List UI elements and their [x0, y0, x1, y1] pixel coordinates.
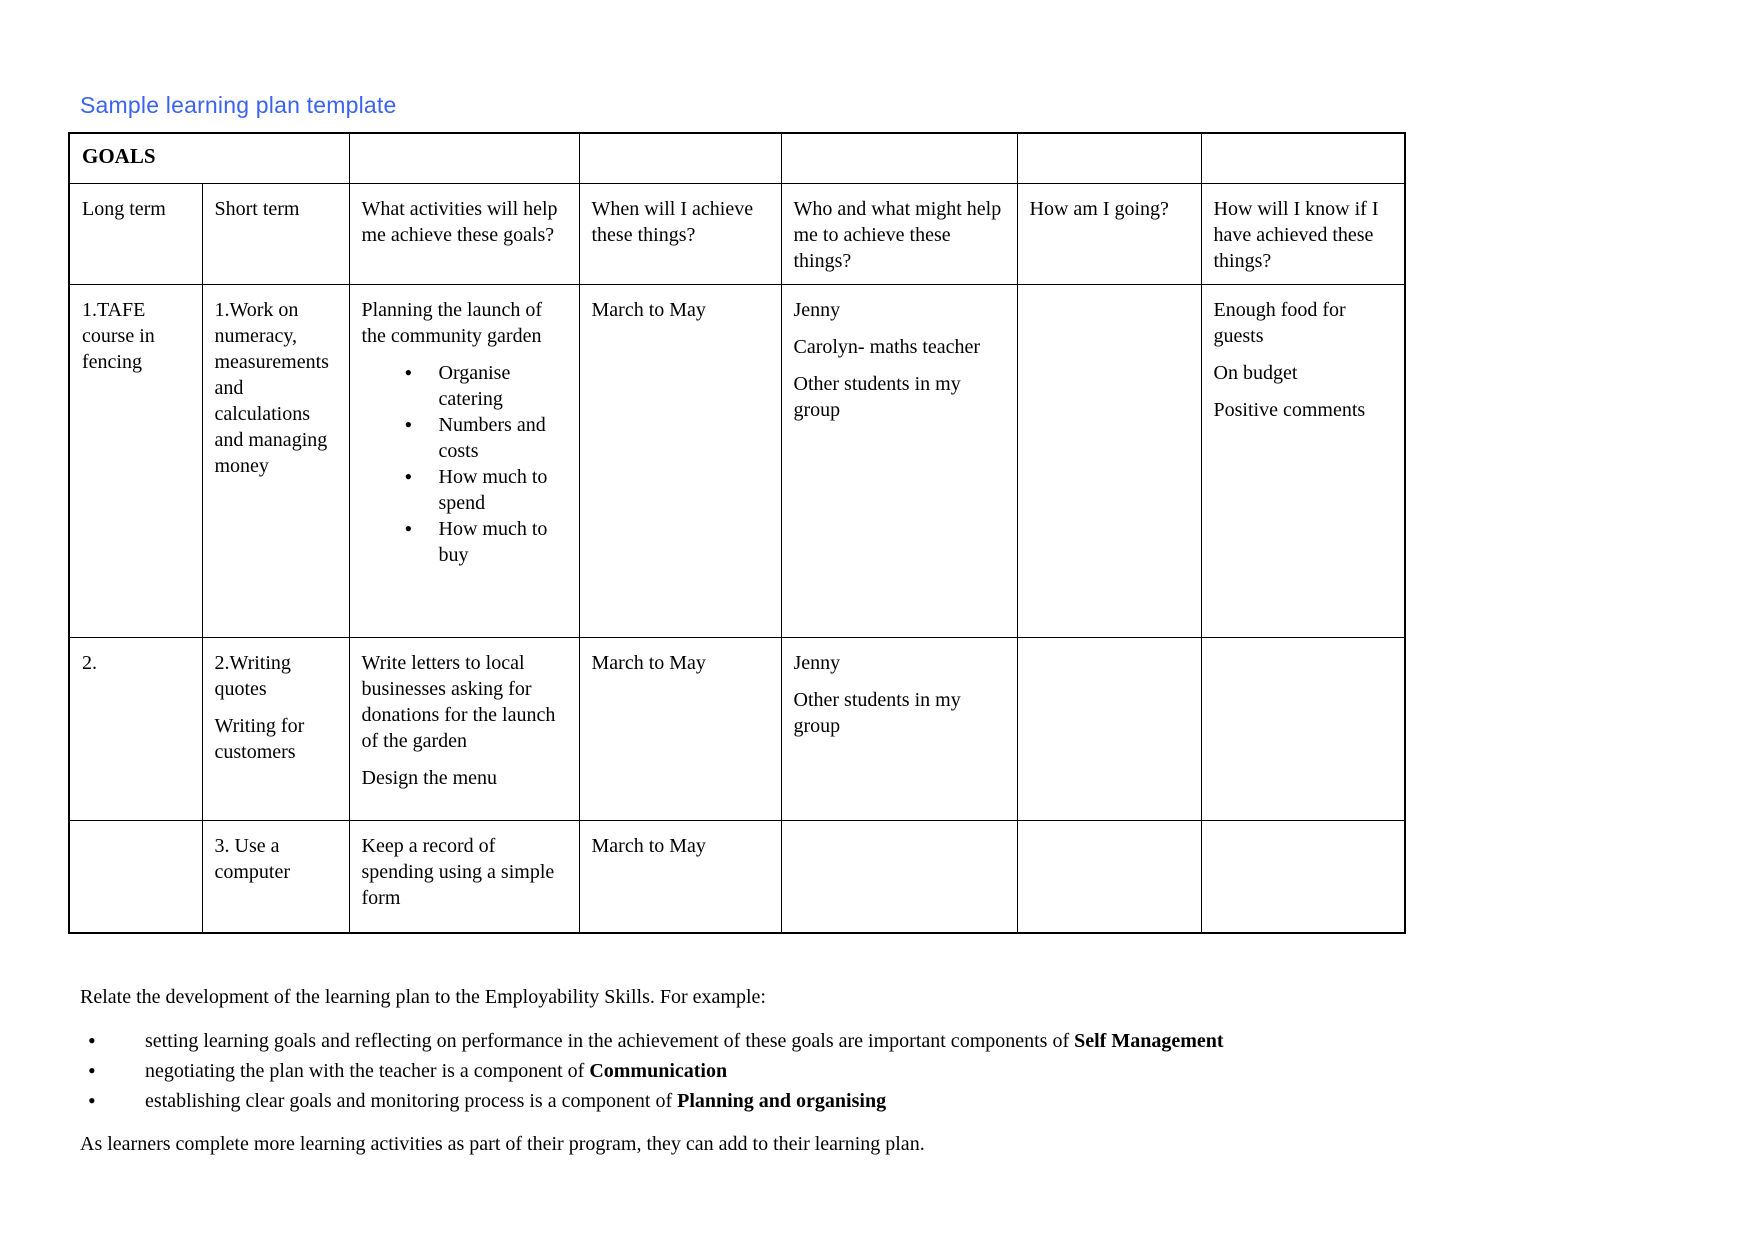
cell-text: March to May — [591, 651, 706, 674]
cell-text: Jenny — [793, 651, 841, 674]
goals-row-empty-cell — [781, 133, 1017, 183]
list-item — [80, 1088, 1500, 1115]
cell-short-term — [202, 637, 349, 820]
cell-when — [579, 637, 781, 820]
cell-when — [579, 284, 781, 637]
column-header-how-know — [1201, 183, 1405, 284]
cell-text: On budget — [1213, 361, 1298, 384]
goals-row-empty-cell — [1201, 133, 1405, 183]
header-text: What activities will help me achieve these goals? — [361, 197, 558, 246]
list-item: • How much to buy — [397, 516, 567, 568]
goals-row-empty-cell — [1017, 133, 1201, 183]
learning-plan-table — [68, 132, 1406, 934]
cell-text: Design the menu — [361, 766, 498, 789]
cell-text: Write letters to local businesses asking for donations for the launch of the garden — [361, 651, 556, 752]
bullet-bold-term: Communication — [589, 1060, 728, 1082]
column-header-short-term — [202, 183, 349, 284]
employability-skills-list — [80, 1028, 1500, 1115]
header-row — [69, 183, 1405, 284]
bullet-text: establishing clear goals and monitoring process is a component of — [145, 1090, 678, 1112]
cell-how-going — [1017, 820, 1201, 933]
cell-when — [579, 820, 781, 933]
cell-short-term — [202, 820, 349, 933]
header-text: How am I going? — [1029, 197, 1169, 220]
goals-row-empty-cell — [349, 133, 579, 183]
cell-text: 1.TAFE course in fencing — [82, 298, 155, 373]
goals-row — [69, 133, 1405, 183]
footer-outro-text: As learners complete more learning activities as part of their program, they can add to their learning plan. — [80, 1133, 925, 1155]
bullet-bold-term: Self Management — [1074, 1030, 1224, 1052]
table-row — [69, 284, 1405, 637]
cell-activities — [349, 820, 579, 933]
bullet-text: setting learning goals and reflecting on performance in the achievement of these goals are important components of — [145, 1030, 1075, 1052]
goals-row-empty-cell — [579, 133, 781, 183]
column-header-how-going — [1017, 183, 1201, 284]
cell-long-term — [69, 820, 202, 933]
cell-who — [781, 637, 1017, 820]
header-text: Who and what might help me to achieve these things? — [793, 197, 1002, 272]
list-item — [80, 1028, 1500, 1055]
cell-text: Carolyn- maths teacher — [793, 335, 981, 358]
table-row — [69, 820, 1405, 933]
cell-text: March to May — [591, 298, 706, 321]
cell-text: Other students in my group — [793, 688, 961, 737]
cell-activities — [349, 637, 579, 820]
goals-label: GOALS — [82, 144, 156, 168]
cell-who — [781, 820, 1017, 933]
column-header-long-term — [69, 183, 202, 284]
list-item: • Numbers and costs — [397, 412, 567, 464]
footer-notes — [80, 984, 1500, 1158]
cell-how-know — [1201, 820, 1405, 933]
cell-text: 2.Writing quotes — [214, 651, 291, 700]
cell-text: Positive comments — [1213, 398, 1366, 421]
cell-long-term — [69, 637, 202, 820]
page-title: Sample learning plan template — [80, 92, 397, 118]
cell-how-going — [1017, 637, 1201, 820]
cell-text: Keep a record of spending using a simple form — [361, 834, 555, 909]
table-row — [69, 637, 1405, 820]
list-item: • How much to spend — [397, 464, 567, 516]
cell-short-term — [202, 284, 349, 637]
list-item: • Organise catering — [397, 360, 567, 412]
cell-who — [781, 284, 1017, 637]
footer-intro-text: Relate the development of the learning plan to the Employability Skills. For example: — [80, 986, 766, 1008]
cell-long-term — [69, 284, 202, 637]
header-text: Long term — [82, 197, 166, 220]
cell-activities — [349, 284, 579, 637]
cell-text: 1.Work on numeracy, measurements and calculations and managing money — [214, 298, 329, 477]
column-header-activities — [349, 183, 579, 284]
cell-text: 2. — [82, 651, 97, 674]
bullet-text: negotiating the plan with the teacher is a component of — [145, 1060, 590, 1082]
column-header-who — [781, 183, 1017, 284]
list-item — [80, 1058, 1500, 1085]
header-text: When will I achieve these things? — [591, 197, 754, 246]
header-text: How will I know if I have achieved these things? — [1213, 197, 1379, 272]
cell-text: Enough food for guests — [1213, 298, 1346, 347]
cell-how-going — [1017, 284, 1201, 637]
cell-text: Other students in my group — [793, 372, 961, 421]
cell-how-know — [1201, 637, 1405, 820]
activities-bullet-list — [362, 360, 567, 568]
goals-cell — [69, 133, 349, 183]
cell-text: Planning the launch of the community garden — [361, 298, 543, 347]
cell-text: Writing for customers — [214, 714, 305, 763]
cell-text: Jenny — [793, 298, 841, 321]
bullet-bold-term: Planning and organising — [677, 1090, 887, 1112]
cell-text: 3. Use a computer — [214, 834, 291, 883]
cell-how-know — [1201, 284, 1405, 637]
column-header-when — [579, 183, 781, 284]
cell-text: March to May — [591, 834, 706, 857]
header-text: Short term — [214, 197, 300, 220]
